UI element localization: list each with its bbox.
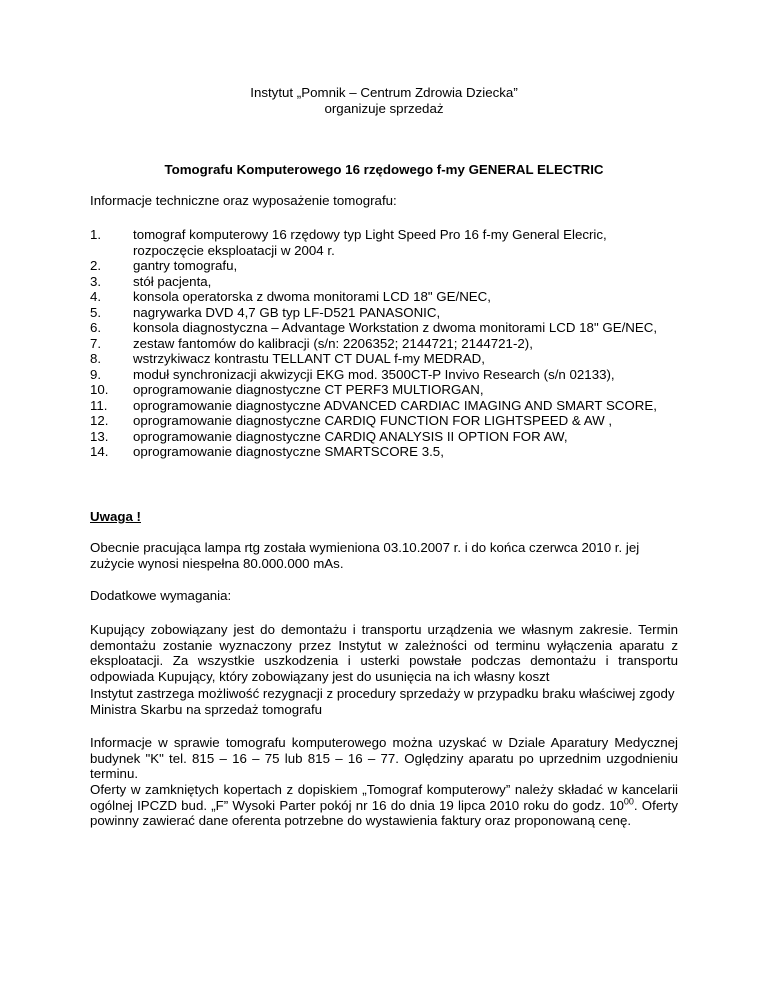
requirements-paragraph: Kupujący zobowiązany jest do demontażu i transportu urządzenia we własnym zakresie. Termin demontażu zostanie wyznaczony przez Instytut w zależności od terminu wyłączenia aparatu z eksploatacji. Za wszystkie uszkodzenia i usterki powstałe podczas demontażu i transportu odpowiada Kupujący, który zobowiązany jest do usunięcia na ich własny koszt	[90, 622, 678, 684]
list-item-text: gantry tomografu,	[133, 258, 238, 273]
list-item-text: wstrzykiwacz kontrastu TELLANT CT DUAL f-my MEDRAD,	[133, 351, 485, 366]
additional-requirements-heading: Dodatkowe wymagania:	[90, 588, 232, 603]
list-item-text: oprogramowanie diagnostyczne CARDIQ FUNCTION FOR LIGHTSPEED & AW ,	[133, 413, 613, 428]
list-item-number: 3.	[90, 273, 102, 289]
document-title: Tomografu Komputerowego 16 rzędowego f-my GENERAL ELECTRIC	[164, 162, 604, 177]
info-paragraph: Informacje w sprawie tomografu komputerowego można uzyskać w Dziale Aparatury Medycznej budynek "K" tel. 815 – 16 – 75 lub 815 – 16 – 77. Oględziny aparatu po uprzednim uzgodnieniu terminu.	[90, 735, 678, 781]
equipment-list-item	[90, 367, 680, 383]
list-item-text: stół pacjenta,	[133, 273, 212, 289]
institute-name: Instytut „Pomnik – Centrum Zdrowia Dziecka”	[250, 85, 518, 100]
offers-text-part1: Oferty w zamkniętych kopertach z dopiskiem „Tomograf komputerowy” należy składać w kancelarii ogólnej IPCZD bud. „F” Wysoki Parter pokój nr 16 do dnia 19 lipca 2010 roku do godz. 10	[90, 782, 678, 813]
offers-hour-superscript: 00	[623, 796, 634, 807]
notice-heading: Uwaga !	[90, 509, 141, 524]
list-item-text: oprogramowanie diagnostyczne CT PERF3 MULTIORGAN,	[133, 382, 484, 397]
list-item-text: oprogramowanie diagnostyczne ADVANCED CARDIAC IMAGING AND SMART SCORE,	[133, 397, 657, 413]
equipment-list-item	[90, 305, 680, 321]
list-item-text: tomograf komputerowy 16 rzędowy typ Light Speed Pro 16 f-my General Elecric, rozpoczęcie eksploatacji w 2004 r.	[133, 227, 607, 258]
equipment-list-item	[90, 227, 680, 258]
lamp-note: Obecnie pracująca lampa rtg została wymieniona 03.10.2007 r. i do końca czerwca 2010 r. jej zużycie wynosi niespełna 80.000.000 mAs.	[90, 540, 640, 571]
equipment-intro: Informacje techniczne oraz wyposażenie tomografu:	[90, 193, 397, 208]
list-item-number: 6.	[90, 320, 102, 335]
equipment-list-item	[90, 320, 680, 336]
equipment-list-item	[90, 289, 680, 305]
list-item-number: 9.	[90, 366, 102, 382]
list-item-number: 8.	[90, 351, 102, 366]
list-item-text: oprogramowanie diagnostyczne CARDIQ ANALYSIS II OPTION FOR AW,	[133, 428, 568, 444]
list-item-number: 4.	[90, 289, 102, 304]
list-item-text: nagrywarka DVD 4,7 GB typ LF-D521 PANASONIC,	[133, 304, 441, 320]
document-header	[0, 85, 768, 116]
equipment-list-item	[90, 382, 680, 398]
reservation-paragraph: Instytut zastrzega możliwość rezygnacji z procedury sprzedaży w przypadku braku właściwej zgody Ministra Skarbu na sprzedaż tomografu	[90, 686, 675, 717]
offers-paragraph	[90, 782, 678, 829]
list-item-number: 7.	[90, 335, 102, 351]
list-item-text: zestaw fantomów do kalibracji (s/n: 2206352; 2144721; 2144721-2),	[133, 335, 533, 351]
equipment-list-item	[90, 274, 680, 290]
equipment-list-item	[90, 351, 680, 367]
list-item-text: oprogramowanie diagnostyczne SMARTSCORE 3.5,	[133, 444, 444, 459]
list-item-number: 12.	[90, 413, 109, 428]
list-item-number: 10.	[90, 382, 109, 397]
list-item-number: 11.	[90, 397, 108, 413]
list-item-text: konsola operatorska z dwoma monitorami LCD 18" GE/NEC,	[133, 289, 491, 304]
list-item-number: 14.	[90, 444, 109, 459]
sale-announcement: organizuje sprzedaż	[324, 100, 444, 116]
list-item-text: konsola diagnostyczna – Advantage Workstation z dwoma monitorami LCD 18" GE/NEC,	[133, 320, 658, 335]
list-item-number: 1.	[90, 227, 102, 242]
list-item-number: 5.	[90, 304, 102, 320]
equipment-list-item	[90, 398, 680, 414]
list-item-number: 13.	[90, 428, 109, 444]
equipment-list-item	[90, 444, 680, 460]
equipment-list-item	[90, 429, 680, 445]
equipment-list-item	[90, 258, 680, 274]
list-item-number: 2.	[90, 258, 102, 273]
offers-text-part2: . Oferty powinny zawierać dane oferenta potrzebne do wystawienia faktury oraz proponowaną cenę.	[90, 797, 678, 828]
equipment-list	[90, 227, 680, 460]
equipment-list-item	[90, 413, 680, 429]
equipment-list-item	[90, 336, 680, 352]
list-item-text: moduł synchronizacji akwizycji EKG mod. 3500CT-P Invivo Research (s/n 02133),	[133, 366, 615, 382]
